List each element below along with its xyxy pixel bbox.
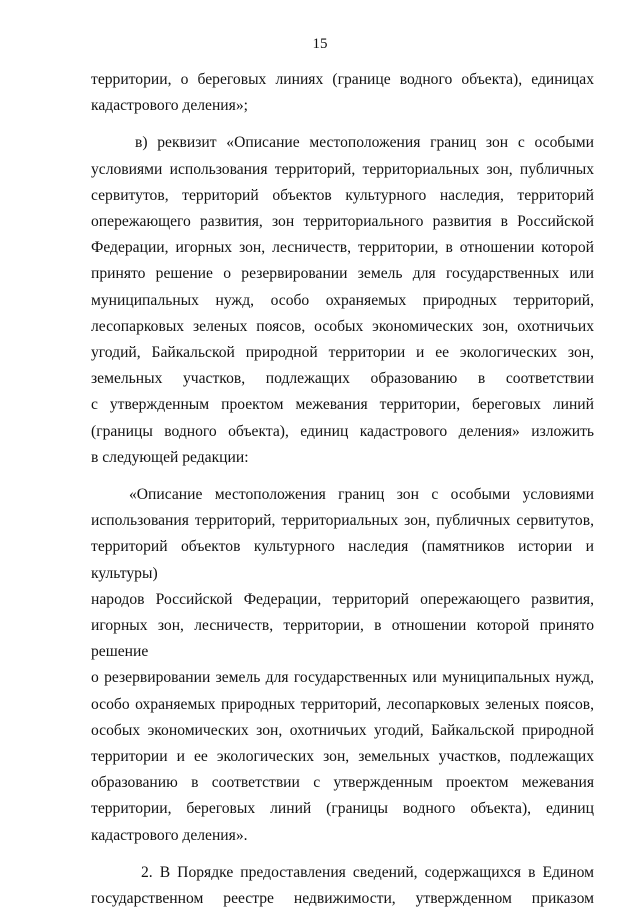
- document-body: [91, 67, 594, 923]
- text-line: угодий, Байкальской природной территории и ее экологических зон,: [91, 344, 594, 362]
- text-line: о резервировании земель для государственных или муниципальных нужд,: [91, 669, 594, 687]
- text-line: кадастрового деления»;: [91, 97, 248, 115]
- text-line: с утвержденным проектом межевания территории, береговых линий: [91, 396, 594, 414]
- text-line: в) реквизит «Описание местоположения границ зон с особыми: [135, 134, 594, 152]
- paragraph-quoted-text: [91, 482, 594, 849]
- text-line: в следующей редакции:: [91, 448, 249, 466]
- text-line: 2. В Порядке предоставления сведений, содержащихся в Едином: [141, 863, 594, 881]
- text-line: «Описание местоположения границ зон с особыми условиями: [129, 486, 594, 504]
- text-line: особых экономических зон, охотничьих угодий, Байкальской природной: [91, 721, 594, 739]
- text-line: кадастрового деления».: [91, 826, 248, 844]
- paragraph-item-v: [91, 130, 594, 471]
- text-line: государственном реестре недвижимости, утвержденном приказом: [91, 890, 594, 908]
- text-line: игорных зон, лесничеств, территории, в отношении которой принято решение: [91, 617, 594, 661]
- text-line: муниципальных нужд, особо охраняемых природных территорий,: [91, 291, 594, 309]
- text-line: территории, о береговых линиях (границе водного объекта), единицах: [91, 71, 594, 88]
- text-line: лесопарковых зеленых поясов, особых экономических зон, охотничьих: [91, 317, 594, 335]
- text-line: особо охраняемых природных территорий, лесопарковых зеленых поясов,: [91, 695, 594, 713]
- text-line: территории и ее экологических зон, земельных участков, подлежащих: [91, 748, 594, 766]
- text-line: народов Российской Федерации, территорий опережающего развития,: [91, 590, 594, 608]
- text-line: образованию в соответствии с утвержденным проектом межевания: [91, 774, 594, 792]
- paragraph-item-2: [91, 860, 594, 912]
- text-line: сервитутов, территорий объектов культурного наследия, территорий: [91, 186, 594, 204]
- paragraph-continuation: [91, 67, 594, 119]
- text-line: территории, береговых линий (границы водного объекта), единиц: [91, 800, 594, 818]
- text-line: (границы водного объекта), единиц кадастрового деления» изложить: [91, 422, 594, 440]
- text-line: Федерации, игорных зон, лесничеств, территории, в отношении которой: [91, 239, 594, 257]
- text-line: принято решение о резервировании земель для государственных или: [91, 265, 594, 283]
- text-line: территорий объектов культурного наследия (памятников истории и культуры): [91, 538, 594, 582]
- text-line: условиями использования территорий, территориальных зон, публичных: [91, 160, 594, 178]
- text-line: использования территорий, территориальных зон, публичных сервитутов,: [91, 512, 594, 530]
- text-line: опережающего развития, зон территориального развития в Российской: [91, 213, 594, 231]
- text-line: земельных участков, подлежащих образованию в соответствии: [91, 370, 594, 388]
- page-number: 15: [312, 36, 328, 52]
